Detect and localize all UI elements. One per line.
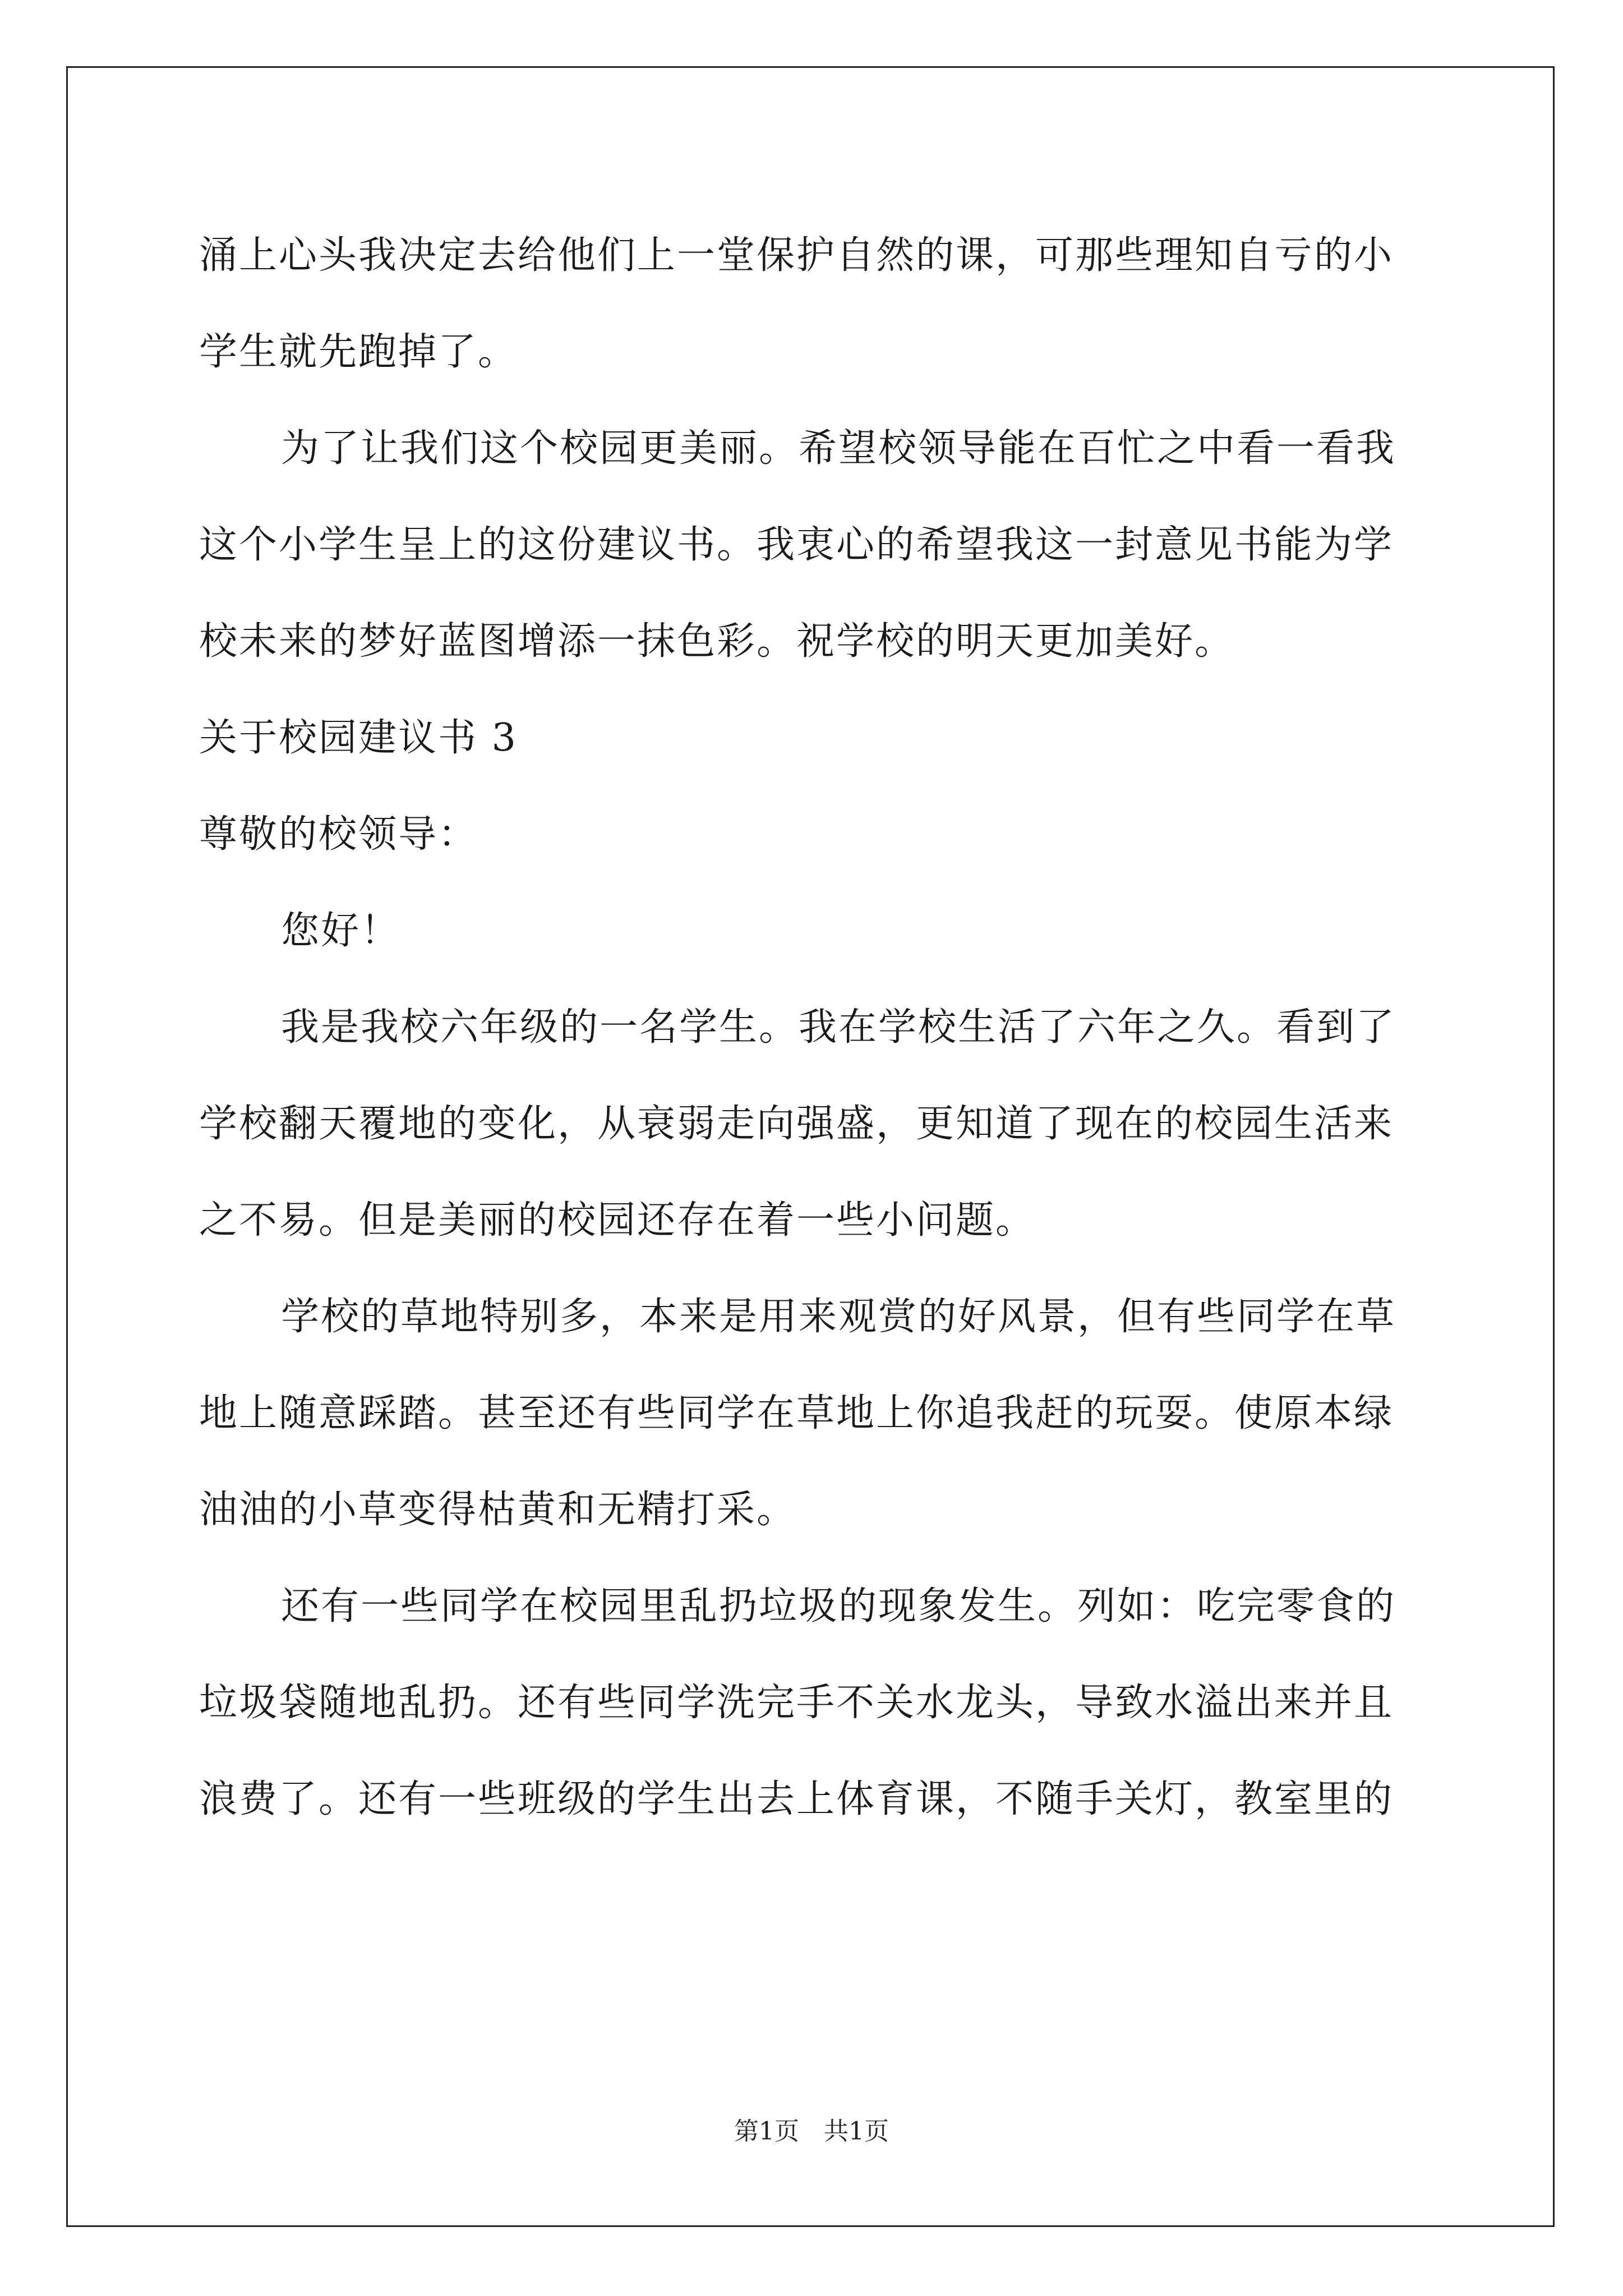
text-line: 涌上心头我决定去给他们上一堂保护自然的课，可那些理知自亏的小	[199, 233, 1394, 278]
text-line: 地上随意踩踏。甚至还有些同学在草地上你追我赶的玩耍。使原本绿	[199, 1391, 1394, 1435]
section-heading: 关于校园建议书 3	[199, 716, 518, 760]
text-line: 校未来的梦好蓝图增添一抹色彩。祝学校的明天更加美好。	[199, 619, 1235, 664]
text-line: 学生就先跑掉了。	[199, 330, 518, 374]
text-line: 之不易。但是美丽的校园还存在着一些小问题。	[199, 1198, 1036, 1243]
text-line: 学校的草地特别多，本来是用来观赏的好风景，但有些同学在草	[281, 1295, 1396, 1339]
text-line: 垃圾袋随地乱扔。还有些同学洗完手不关水龙头，导致水溢出来并且	[199, 1681, 1394, 1725]
text-line: 油油的小草变得枯黄和无精打采。	[199, 1488, 797, 1532]
document-body	[199, 208, 1427, 1848]
text-line: 我是我校六年级的一名学生。我在学校生活了六年之久。看到了	[281, 1005, 1396, 1050]
text-line: 这个小学生呈上的这份建议书。我衷心的希望我这一封意见书能为学	[199, 523, 1394, 567]
text-line: 学校翻天覆地的变化，从衰弱走向强盛，更知道了现在的校园生活来	[199, 1102, 1394, 1146]
salutation: 尊敬的校领导：	[199, 812, 478, 857]
page-footer: 第1页 共1页	[734, 2117, 889, 2146]
text-line: 为了让我们这个校园更美丽。希望校领导能在百忙之中看一看我	[281, 426, 1396, 471]
text-line: 还有一些同学在校园里乱扔垃圾的现象发生。列如：吃完零食的	[281, 1584, 1396, 1628]
greeting: 您好！	[281, 909, 401, 953]
text-line: 浪费了。还有一些班级的学生出去上体育课，不随手关灯，教室里的	[199, 1777, 1394, 1821]
